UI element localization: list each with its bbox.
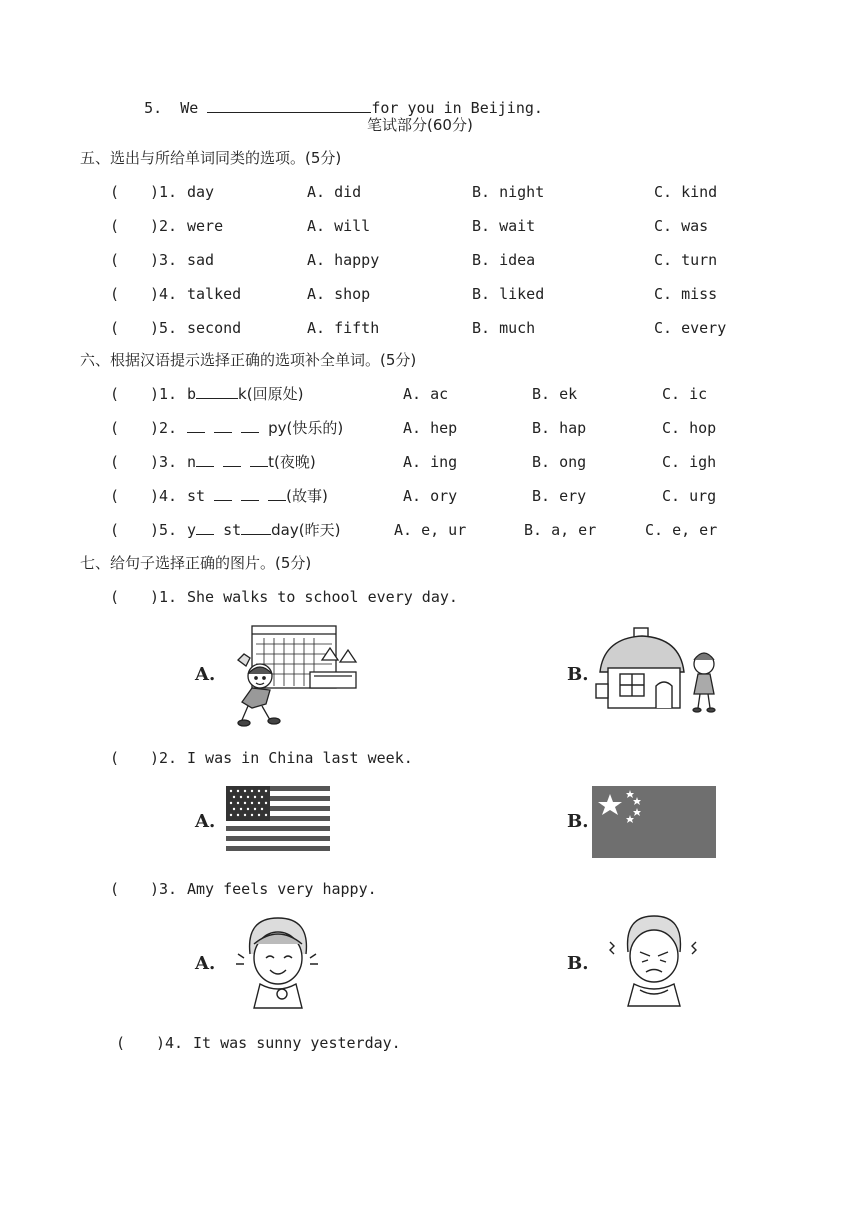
s6-word-blank[interactable] <box>223 454 241 467</box>
s5-option-a[interactable]: A. fifth <box>307 319 380 337</box>
s6-number: )3. <box>150 453 178 471</box>
s7-sentence: I was in China last week. <box>187 749 413 767</box>
angry-girl-icon[interactable] <box>604 912 704 1008</box>
option-a-label: A. <box>195 664 216 685</box>
option-b-label: B. <box>567 811 589 832</box>
s6-word-blank[interactable] <box>241 488 259 501</box>
s7-number: )3. <box>150 880 178 898</box>
s6-paren[interactable]: ( <box>110 487 120 505</box>
s5-number: )3. <box>150 251 178 269</box>
house-girl-picture[interactable] <box>594 624 724 716</box>
house-icon <box>596 628 684 708</box>
written-section-title: 笔试部分(60分) <box>367 116 473 134</box>
s6-option-c[interactable]: C. urg <box>662 487 717 505</box>
usa-flag-icon[interactable] <box>226 786 330 856</box>
s7-sentence: It was sunny yesterday. <box>193 1034 401 1052</box>
s5-option-c[interactable]: C. every <box>654 319 727 337</box>
section5-title: 五、选出与所给单词同类的选项。(5分) <box>80 149 342 167</box>
section7-title: 七、给句子选择正确的图片。(5分) <box>80 554 312 572</box>
s6-word-blank[interactable] <box>241 420 259 433</box>
s5-paren[interactable]: ( <box>110 183 120 201</box>
s6-word-blank[interactable] <box>214 420 232 433</box>
s5-word: second <box>187 319 242 337</box>
s5-option-b[interactable]: B. much <box>472 319 536 337</box>
s6-word <box>187 487 328 505</box>
s5-option-c[interactable]: C. turn <box>654 251 718 269</box>
s6-option-a[interactable]: A. e, ur <box>394 521 467 539</box>
s5-option-a[interactable]: A. happy <box>307 251 380 269</box>
s6-word-middle: st <box>223 521 242 539</box>
s7-paren[interactable]: ( <box>110 880 120 898</box>
s5-number: )5. <box>150 319 178 337</box>
s6-option-a[interactable]: A. ory <box>403 487 458 505</box>
s5-option-c[interactable]: C. kind <box>654 183 718 201</box>
s5-word: talked <box>187 285 242 303</box>
s6-word <box>187 453 316 471</box>
s5-number: )4. <box>150 285 178 303</box>
q5-suffix: for you in Beijing. <box>371 99 543 117</box>
s6-option-b[interactable]: B. ek <box>532 385 578 403</box>
s6-option-b[interactable]: B. ong <box>532 453 587 471</box>
s6-word-blank[interactable] <box>250 454 268 467</box>
s6-number: )4. <box>150 487 178 505</box>
s7-paren[interactable]: ( <box>116 1034 126 1052</box>
s6-option-a[interactable]: A. ing <box>403 453 458 471</box>
s6-word-start: y <box>187 521 197 539</box>
s6-word-blank[interactable] <box>187 420 205 433</box>
s6-word-blank[interactable] <box>241 522 271 535</box>
option-b-label: B. <box>567 664 589 685</box>
option-a-label: A. <box>195 811 216 832</box>
s6-option-b[interactable]: B. a, er <box>524 521 597 539</box>
s5-word: day <box>187 183 215 201</box>
s6-number: )2. <box>150 419 178 437</box>
school-walk-picture[interactable] <box>226 620 358 730</box>
s6-option-a[interactable]: A. ac <box>403 385 449 403</box>
s6-word-end: t(夜晚) <box>268 453 316 471</box>
s6-word-blank[interactable] <box>196 386 238 399</box>
s5-option-c[interactable]: C. miss <box>654 285 718 303</box>
q5-prefix: We <box>180 99 199 117</box>
happy-girl-icon[interactable] <box>232 914 322 1010</box>
s6-paren[interactable]: ( <box>110 453 120 471</box>
s6-word-start: st <box>187 487 206 505</box>
s6-option-a[interactable]: A. hep <box>403 419 458 437</box>
s6-paren[interactable]: ( <box>110 419 120 437</box>
s6-word-end: day(昨天) <box>271 521 341 539</box>
s6-option-c[interactable]: C. ic <box>662 385 708 403</box>
s5-paren[interactable]: ( <box>110 217 120 235</box>
s6-number: )1. <box>150 385 178 403</box>
s6-option-c[interactable]: C. igh <box>662 453 717 471</box>
s5-option-a[interactable]: A. did <box>307 183 362 201</box>
s6-word <box>187 521 340 539</box>
s7-sentence: She walks to school every day. <box>187 588 458 606</box>
s6-option-b[interactable]: B. ery <box>532 487 587 505</box>
s6-word-blank[interactable] <box>196 522 214 535</box>
q5-line <box>108 81 543 135</box>
s5-number: )1. <box>150 183 178 201</box>
s5-paren[interactable]: ( <box>110 251 120 269</box>
s5-option-b[interactable]: B. idea <box>472 251 536 269</box>
s5-number: )2. <box>150 217 178 235</box>
q5-number: 5. <box>144 99 163 117</box>
girl-icon <box>693 653 715 712</box>
s6-option-b[interactable]: B. hap <box>532 419 587 437</box>
s6-word-end: (故事) <box>286 487 328 505</box>
s5-option-b[interactable]: B. night <box>472 183 545 201</box>
s6-option-c[interactable]: C. hop <box>662 419 717 437</box>
s5-option-a[interactable]: A. will <box>307 217 371 235</box>
s6-word <box>187 385 303 403</box>
s6-option-c[interactable]: C. e, er <box>645 521 718 539</box>
s6-paren[interactable]: ( <box>110 385 120 403</box>
s7-number: )1. <box>150 588 178 606</box>
s7-sentence: Amy feels very happy. <box>187 880 377 898</box>
s5-word: were <box>187 217 224 235</box>
s7-paren[interactable]: ( <box>110 749 120 767</box>
s5-option-c[interactable]: C. was <box>654 217 709 235</box>
s6-paren[interactable]: ( <box>110 521 120 539</box>
s5-paren[interactable]: ( <box>110 319 120 337</box>
section6-title: 六、根据汉语提示选择正确的选项补全单词。(5分) <box>80 351 417 369</box>
s6-word-start: n <box>187 453 197 471</box>
s6-word-end: k(回原处) <box>238 385 304 403</box>
s6-word-blank[interactable] <box>196 454 214 467</box>
s6-word-start: b <box>187 385 197 403</box>
s5-word: sad <box>187 251 215 269</box>
s5-option-a[interactable]: A. shop <box>307 285 371 303</box>
option-a-label: A. <box>195 953 216 974</box>
s6-word-blank[interactable] <box>268 488 286 501</box>
q5-answer-blank[interactable] <box>207 100 371 113</box>
s7-paren[interactable]: ( <box>110 588 120 606</box>
s5-option-b[interactable]: B. liked <box>472 285 545 303</box>
s6-word-blank[interactable] <box>214 488 232 501</box>
option-b-label: B. <box>567 953 589 974</box>
china-flag-icon[interactable] <box>592 786 716 858</box>
s6-word <box>187 419 343 437</box>
s5-paren[interactable]: ( <box>110 285 120 303</box>
s7-number: )2. <box>150 749 178 767</box>
s6-number: )5. <box>150 521 178 539</box>
s6-word-end: py(快乐的) <box>268 419 344 437</box>
s5-option-b[interactable]: B. wait <box>472 217 536 235</box>
s7-number: )4. <box>156 1034 184 1052</box>
